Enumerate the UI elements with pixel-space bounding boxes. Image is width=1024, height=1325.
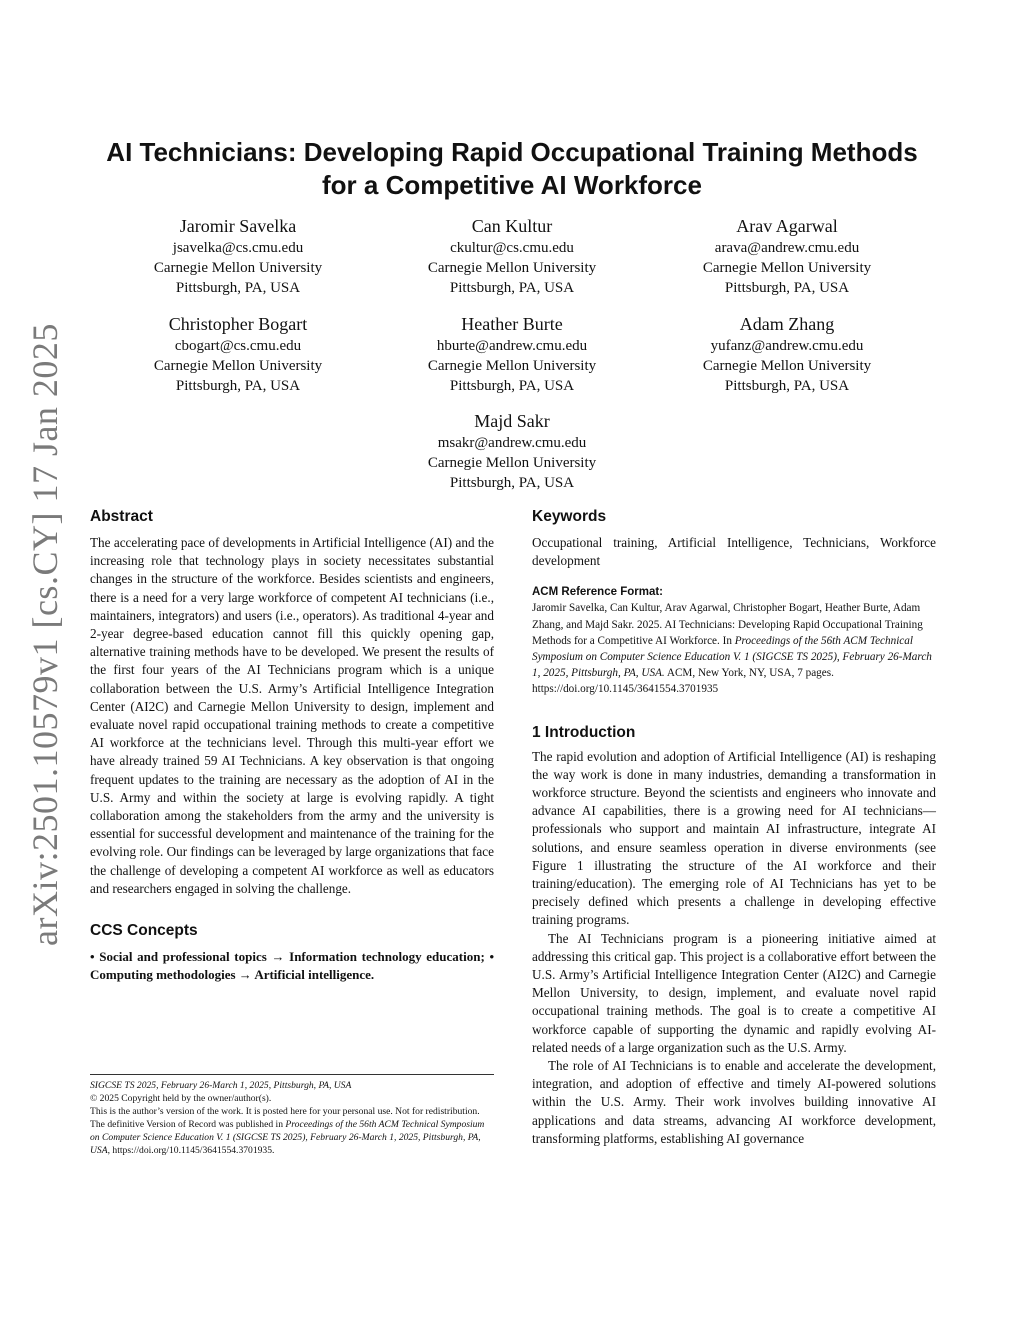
ccs-heading: CCS Concepts [90, 922, 198, 940]
acm-ref-text-end: ACM, New York, NY, USA, 7 pages. https://doi.org/10.1145/3641554.3701935 [532, 667, 834, 696]
abstract-heading: Abstract [90, 508, 153, 525]
author-block [652, 214, 922, 298]
arxiv-identifier: arXiv:2501.10579v1 [cs.CY] 17 Jan 2025 [25, 323, 65, 946]
paper-title: AI Technicians: Developing Rapid Occupational Training Methods for a Competitive AI Workforce [106, 137, 918, 200]
author-name: Can Kultur [471, 216, 553, 236]
intro-paragraph: The role of AI Technicians is to enable and accelerate the development, integration, and adoption of effective and timely AI-powered solutions within the U.S. Army. Their work involves building innovative AI applications and data streams, advancing AI workforce development, transforming platforms, establishing AI governance [532, 1058, 936, 1146]
keywords-heading: Keywords [532, 508, 607, 525]
acm-ref-text-start: Jaromir Savelka, Can Kultur, Arav Agarwal, Christopher Bogart, Heather Burte, Adam Zhang, and Majd Sakr. 2025. AI Technicians: Developing Rapid Occupational Training Methods for a Competitive AI Workforce. In [532, 602, 923, 647]
author-name: Heather Burte [461, 314, 563, 334]
author-block [103, 214, 373, 298]
author-email: cbogart@cs.cmu.edu [174, 338, 302, 354]
keywords-text: Occupational training, Artificial Intelligence, Technicians, Workforce development [532, 535, 936, 569]
author-affiliation: Carnegie Mellon University [702, 260, 872, 276]
footnote-notice-end: , https://doi.org/10.1145/3641554.3701935. [107, 1145, 275, 1156]
left-column [90, 506, 494, 984]
author-affiliation: Carnegie Mellon University [702, 358, 872, 374]
abstract-text: The accelerating pace of developments in Artificial Intelligence (AI) and the increasing role that technology plays in society necessitates substantial changes in the structure of the workforce. Besides scientists and engineers, there is a need for a very large workforce of competent AI technicians (i.e., maintainers, integrators) and users (i.e., operators). As traditional 4-year and 2-year degree-based education cannot fill this quickly opening gap, alternative training methods have to be developed. We present the results of the first four years of the AI Technicians program which is a unique collaboration between the U.S. Army’s Artificial Intelligence Integration Center (AI2C) and Carnegie Mellon University to design, implement and evaluate novel rapid occupational training methods to create a competitive AI workforce at the technicians level. Through this multi-year effort we have already trained 59 AI Technicians. A key observation is that ongoing frequent updates to the training are necessary as the adoption of AI in the U.S. Army and within the society at large is evolving rapidly. A tight collaboration among the stakeholders from the army and the university is essential for successful development and maintenance of the training for the evolving role. Our findings can be leveraged by large organizations that face the challenge of developing a competent AI workforce as well as educators and researchers engaged in solving the challenge. [90, 535, 494, 896]
author-location: Pittsburgh, PA, USA [724, 280, 850, 296]
author-email: jsavelka@cs.cmu.edu [172, 240, 304, 256]
author-block [377, 312, 647, 396]
author-block [652, 312, 922, 396]
author-email: yufanz@andrew.cmu.edu [710, 338, 864, 354]
author-email: hburte@andrew.cmu.edu [436, 338, 588, 354]
author-affiliation: Carnegie Mellon University [427, 260, 597, 276]
author-affiliation: Carnegie Mellon University [153, 358, 323, 374]
author-location: Pittsburgh, PA, USA [449, 475, 575, 491]
acm-ref-heading: ACM Reference Format: [532, 586, 663, 599]
author-name: Adam Zhang [739, 314, 835, 334]
author-name: Jaromir Savelka [179, 216, 297, 236]
author-email: arava@andrew.cmu.edu [714, 240, 860, 256]
author-block [103, 312, 373, 396]
author-name: Arav Agarwal [736, 216, 838, 236]
author-block [377, 214, 647, 298]
footnote-venue: SIGCSE TS 2025, February 26-March 1, 2025, Pittsburgh, PA, USA [90, 1080, 352, 1091]
author-name: Christopher Bogart [168, 314, 308, 334]
acm-ref-text-italic: Proceedings of the 56th ACM Technical Symposium on Computer Science Education V. 1 (SIGCSE TS 2025), February 26-March 1, 2025, Pittsburgh, PA, USA. [532, 634, 932, 680]
author-block [377, 409, 647, 493]
author-location: Pittsburgh, PA, USA [175, 280, 301, 296]
ccs-text: • Social and professional topics → Information technology education; • Computing methodologies → Artificial intelligence. [90, 949, 494, 983]
footnote [90, 1074, 494, 1157]
author-location: Pittsburgh, PA, USA [449, 378, 575, 394]
intro-paragraph: The AI Technicians program is a pioneering initiative aimed at addressing this critical gap. This project is a collaborative effort between the U.S. Army’s Artificial Intelligence Integration Center (AI2C) and Carnegie Mellon University, to design, implement, and evaluate novel rapid occupational training methods. The goal is to create a competitive AI workforce capable of supporting the dynamic and rapidly evolving AI-related needs of a large organization such as the U.S. Army. [532, 930, 936, 1055]
acm-ref-text [532, 600, 936, 697]
author-email: msakr@andrew.cmu.edu [437, 435, 587, 451]
footnote-notice-text: This is the author’s version of the work. It is posted here for your personal use. Not for redistribution. The definitive Version of Record was published in [90, 1106, 480, 1130]
author-name: Majd Sakr [474, 411, 550, 431]
author-location: Pittsburgh, PA, USA [449, 280, 575, 296]
footnote-copyright: © 2025 Copyright held by the owner/author(s). [90, 1093, 272, 1104]
author-affiliation: Carnegie Mellon University [427, 358, 597, 374]
author-location: Pittsburgh, PA, USA [175, 378, 301, 394]
footnote-notice-italic: Proceedings of the 56th ACM Technical Symposium on Computer Science Education V. 1 (SIGCSE TS 2025), February 26-March 1, 2025, Pittsburgh, PA, USA [90, 1119, 485, 1156]
author-affiliation: Carnegie Mellon University [427, 455, 597, 471]
intro-paragraph: The rapid evolution and adoption of Artificial Intelligence (AI) is reshaping the way work is done in many industries, demanding a transformation in workforce structure. Beyond the scientists and engineers who innovate and advance AI capabilities, there is a growing need for AI technicians—professionals who support and maintain AI infrastructure, integrate AI solutions, and ensure seamless operation in diverse environments (see Figure 1 illustrating the structure of the AI workforce and their training/education). The emerging role of AI Technicians has yet to be precisely defined which presents a challenge in developing effective training programs. [532, 748, 936, 928]
footnote-notice [90, 1105, 494, 1157]
author-affiliation: Carnegie Mellon University [153, 260, 323, 276]
author-email: ckultur@cs.cmu.edu [450, 240, 574, 256]
right-column [532, 506, 936, 1148]
author-location: Pittsburgh, PA, USA [724, 378, 850, 394]
introduction-heading: 1 Introduction [532, 723, 636, 741]
